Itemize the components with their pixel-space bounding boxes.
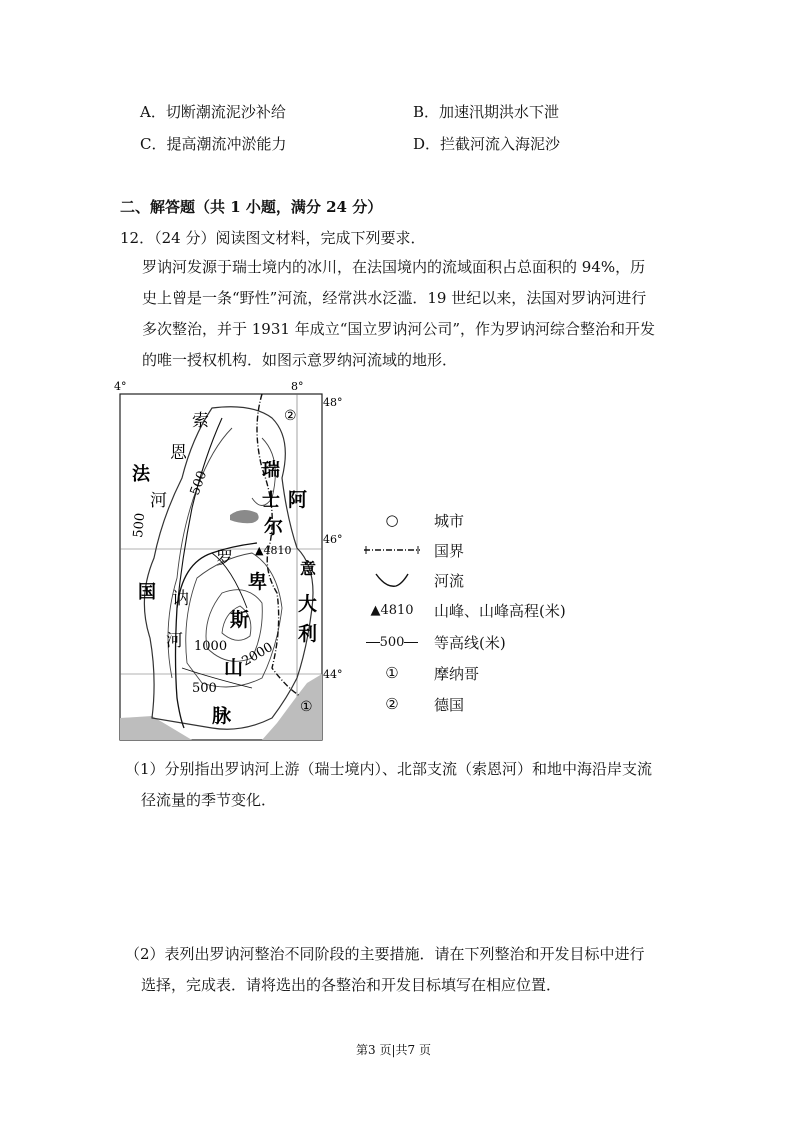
contour-label: 500 (192, 681, 217, 696)
peak-label: ▲4810 (255, 544, 292, 557)
option-d: D．拦截河流入海泥沙 (413, 135, 561, 153)
place-char: 索 (192, 411, 209, 431)
paragraph-line: 罗讷河发源于瑞士境内的冰川，在法国境内的流域面积占总面积的 94%，历 (142, 258, 646, 276)
place-char: 士 (262, 490, 280, 511)
page-footer: 第3 页|共7 页 (356, 1043, 431, 1057)
question-stem: 12．（24 分）阅读图文材料，完成下列要求． (120, 229, 426, 247)
contour-label: 1000 (194, 639, 228, 654)
place-char: 河 (166, 631, 183, 651)
paragraph-line: 多次整治，并于 1931 年成立“国立罗讷河公司”，作为罗讷河综合整治和开发 (142, 320, 656, 338)
marker-2-icon: ② (385, 695, 399, 713)
border-icon (360, 545, 424, 555)
place-char: 斯 (230, 609, 250, 631)
legend-row-germany: ② 德国 (360, 692, 464, 716)
marker-germany: ② (284, 408, 297, 424)
lon-label: 8° (291, 380, 304, 393)
river-icon (360, 570, 424, 590)
contour-label: 500 (131, 512, 149, 539)
lat-label: 44° (323, 668, 343, 681)
paragraph-line: 的唯一授权机构．如图示意罗纳河流域的地形． (142, 351, 458, 369)
place-char: 山 (224, 657, 244, 679)
section-heading: 二、解答题（共 1 小题，满分 24 分） (120, 198, 383, 216)
legend-row-river: 河流 (360, 568, 464, 592)
place-char: 恩 (170, 443, 187, 463)
place-char: 尔 (264, 516, 284, 538)
place-char: 罗 (216, 549, 233, 569)
lon-label: 4° (114, 380, 127, 393)
place-char: 讷 (172, 589, 189, 609)
lat-label: 48° (323, 396, 343, 409)
legend-row-monaco: ① 摩纳哥 (360, 661, 479, 685)
place-char: 瑞 (262, 460, 280, 481)
marker-1-icon: ① (385, 664, 399, 682)
rhone-basin-map (112, 378, 352, 744)
lat-label: 46° (323, 533, 343, 546)
place-char: 国 (138, 582, 156, 603)
material-paragraph (142, 252, 655, 376)
marker-monaco: ① (300, 699, 313, 715)
legend-row-city: ○ 城市 (360, 508, 464, 532)
option-c: C．提高潮流冲淤能力 (140, 135, 287, 153)
city-icon: ○ (385, 511, 399, 529)
place-char: 脉 (212, 705, 232, 727)
paragraph-line: 史上曾是一条“野性”河流，经常洪水泛滥．19 世纪以来，法国对罗讷河进行 (142, 289, 647, 307)
option-a: A．切断潮流泥沙补给 (140, 103, 286, 121)
contour-label: 2000 (239, 639, 276, 670)
place-char: 卑 (248, 571, 268, 593)
option-b: B．加速汛期洪水下泄 (413, 103, 560, 121)
legend-row-border: 国界 (360, 538, 464, 562)
sub-question-1: （1）分别指出罗讷河上游（瑞士境内）、北部支流（索恩河）和地中海沿岸支流 径流量的季节变化． (125, 760, 653, 809)
place-char: 阿 (288, 489, 308, 511)
place-char: 河 (150, 491, 167, 511)
place-char: 大 (298, 593, 318, 615)
contour-label: 500 (187, 468, 211, 498)
legend-row-peak: ▲4810 山峰、山峰高程(米) (360, 598, 566, 622)
peak-icon: ▲4810 (370, 602, 414, 618)
place-char: 利 (298, 623, 318, 645)
legend-row-contour: 500 等高线(米) (360, 630, 506, 654)
place-char: 意 (300, 559, 317, 578)
rhone-river (176, 543, 258, 728)
sub-question-2: （2）表列出罗讷河整治不同阶段的主要措施．请在下列整治和开发目标中进行 选择，完成表．请将选出的各整治和开发目标填写在相应位置． (125, 945, 645, 994)
contour-icon: 500 (360, 635, 424, 650)
place-char: 法 (132, 464, 150, 485)
